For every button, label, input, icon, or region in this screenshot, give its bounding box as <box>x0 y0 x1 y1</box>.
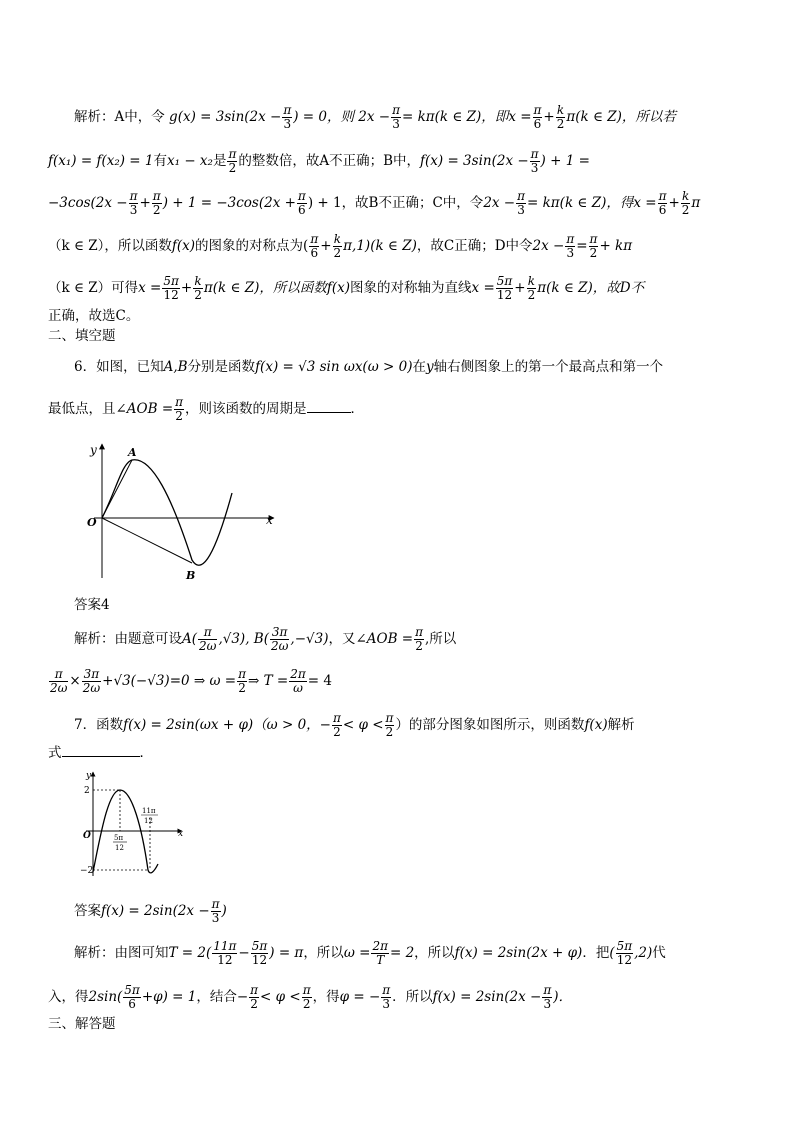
q6-line-1: 6．如图，已知A,B分别是函数f(x) = √3 sin ωx(ω > 0)在y轴右侧图象上的第一个最高点和第一个 <box>74 359 664 375</box>
label-O: O <box>87 516 97 529</box>
label-y: y <box>90 443 97 457</box>
segment-OB <box>102 518 192 563</box>
tick-11pi-den: 12 <box>144 817 153 825</box>
q6-line-2: 最低点，且∠AOB = $\frac{\pi}{2}$ ，则该函数的周期是 ． <box>48 395 365 423</box>
tick-5pi-den: 12 <box>115 844 124 852</box>
answer-blank <box>307 400 351 413</box>
q7-solution-2: 入，得2sin( $\frac{5\pi}{6}$ +φ) = 1，结合− $\frac{\pi}{2}$ < φ < $\frac{\pi}{2}$ ，得φ = − $\frac{\pi}{3}$ ．所以f(x) = 2sin(2x − $\frac{\pi}{3}$ )． <box>48 983 572 1011</box>
tick-11pi-num: 11π <box>142 807 156 815</box>
p5-line-3: −3cos(2x − $\frac{\pi}{3}$ + $\frac{\pi}{2}$ ) + 1 = −3cos(2x + $\frac{\pi}{6}$ ) + 1，故B不正确；C中，令2x − $\frac{\pi}{3}$ = kπ(k ∈ Z)，得x = $\frac{\pi}{6}$ + $\frac{k}{2}$ π <box>48 189 701 217</box>
segment-OA <box>102 460 132 518</box>
q6-answer: 答案4 <box>74 597 110 613</box>
label-O: O <box>83 831 91 841</box>
label-x: x <box>178 829 184 839</box>
p5-line-5: （k ∈ Z）可得x = $\frac{5\pi}{12}$ + $\frac{k}{2}$ π(k ∈ Z)，所以函数f(x)图象的对称轴为直线x = $\frac{5\pi}{12}$ + $\frac{k}{2}$ π(k ∈ Z)，故D不 <box>48 274 645 302</box>
sine-curve <box>102 460 232 566</box>
q7-answer: 答案f(x) = 2sin(2x − $\frac{\pi}{3}$ ) <box>74 897 227 925</box>
q7-solution-1: 解析：由图可知T = 2( $\frac{11\pi}{12}$ − $\frac{5\pi}{12}$ ) = π，所以ω = $\frac{2\pi}{T}$ = 2，所以f(x) = 2sin(2x + φ)．把( $\frac{5\pi}{12}$ ,2)代 <box>74 939 666 967</box>
section-title-solve: 三、解答题 <box>48 1016 116 1032</box>
q7-line-2: 式 ． <box>48 745 153 761</box>
label-A: A <box>128 446 137 459</box>
section-title-fill: 二、填空题 <box>48 328 116 344</box>
label-y: y <box>86 771 92 781</box>
answer-blank <box>62 744 140 757</box>
p5-line-6: 正确，故选C。 <box>48 308 140 324</box>
q7-figure <box>78 768 188 878</box>
label-neg2: −2 <box>80 866 94 876</box>
label-B: B <box>186 569 196 582</box>
q6-figure <box>72 438 282 583</box>
p5-line-2: f(x₁) = f(x₂) = 1有x₁ − x₂是 $\frac{\pi}{2}$ 的整数倍，故A不正确；B中，f(x) = 3sin(2x − $\frac{\pi}{3}$ ) + 1 = <box>48 147 590 175</box>
q7-line-1: 7．函数f(x) = 2sin(ωx + φ)（ω > 0，− $\frac{\pi}{2}$ < φ < $\frac{\pi}{2}$ ）的部分图象如图所示，则函数f(x)解析 <box>74 711 635 739</box>
q6-solution-1: 解析：由题意可设A( $\frac{\pi}{2\omega}$ ,√3), B( $\frac{3\pi}{2\omega}$ ,−√3)，又∠AOB = $\frac{\pi}{2}$ ,所以 <box>74 625 457 653</box>
q6-solution-2: $\frac{\pi}{2\omega}$ × $\frac{3\pi}{2\omega}$ +√3(−√3)=0 ⇒ ω = $\frac{\pi}{2}$ ⇒ T = $\frac{2\pi}{\omega}$ = 4 <box>50 667 332 695</box>
p5-line-4: （k ∈ Z），所以函数f(x)的图象的对称点为( $\frac{\pi}{6}$ + $\frac{k}{2}$ π,1)(k ∈ Z)，故C正确；D中令2x − $\frac{\pi}{3}$ = $\frac{\pi}{2}$ + kπ <box>48 232 633 260</box>
p5-line-1: 解析：A中，令 g(x) = 3sin(2x − $\frac{\pi}{3}$ ) = 0，则 2x − $\frac{\pi}{3}$ = kπ(k ∈ Z)，即x = $\frac{\pi}{6}$ + $\frac{k}{2}$ π(k ∈ Z)，所以若 <box>74 103 676 131</box>
label-x: x <box>266 513 273 527</box>
label-2: 2 <box>84 786 90 796</box>
tick-5pi-num: 5π <box>114 834 124 842</box>
